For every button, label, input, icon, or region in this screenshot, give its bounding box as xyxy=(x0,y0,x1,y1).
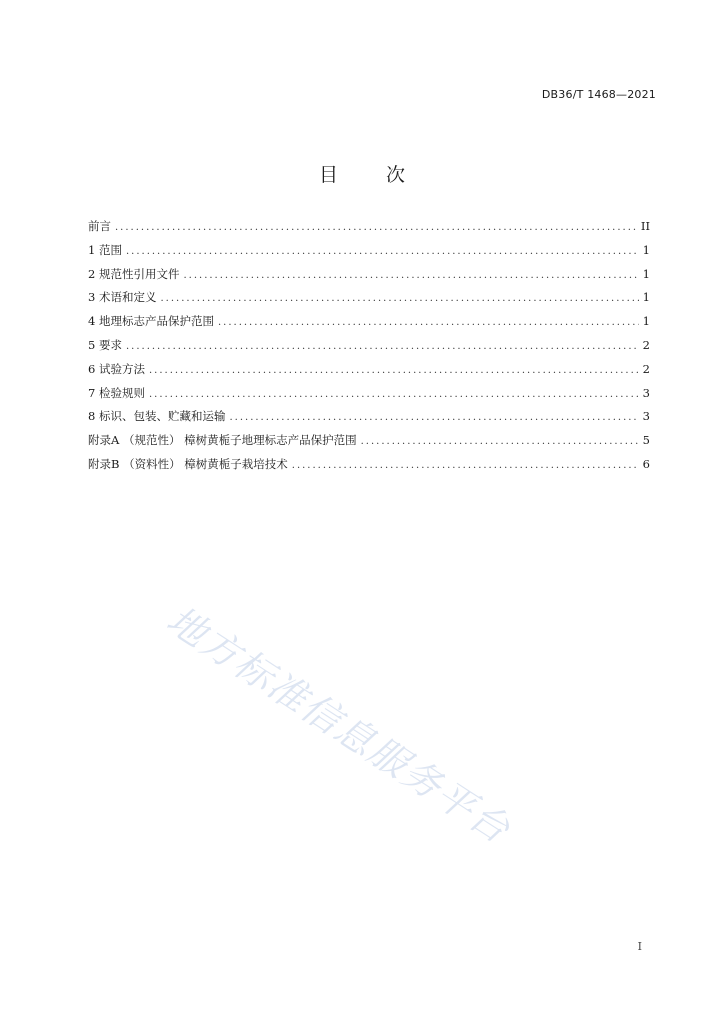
dot-leader xyxy=(229,412,638,423)
toc-entry-test-methods[interactable] xyxy=(88,361,650,385)
dot-leader xyxy=(149,365,639,376)
dot-leader xyxy=(183,270,638,281)
toc-title-char-2: 次 xyxy=(386,164,406,186)
toc-entry-foreword[interactable] xyxy=(88,218,650,242)
dot-leader xyxy=(160,293,638,304)
dot-leader xyxy=(292,460,639,471)
toc-entry-label: 5 要求 xyxy=(88,337,122,352)
dot-leader xyxy=(126,246,639,257)
toc-title-char-1: 目 xyxy=(318,164,338,186)
watermark: 地方标准信息服务平台 xyxy=(159,597,519,853)
toc-entry-label: 附录A （规范性） 樟树黄栀子地理标志产品保护范围 xyxy=(88,433,357,448)
toc-entry-terms[interactable] xyxy=(88,289,650,313)
toc-entry-page: 5 xyxy=(642,433,650,448)
toc-entry-page: 1 xyxy=(642,266,650,281)
toc-entry-requirements[interactable] xyxy=(88,337,650,361)
toc-entry-page: II xyxy=(640,219,650,233)
toc-entry-inspection-rules[interactable] xyxy=(88,385,650,409)
table-of-contents xyxy=(88,218,650,480)
toc-entry-page: 1 xyxy=(642,290,650,305)
toc-entry-label: 3 术语和定义 xyxy=(88,290,157,305)
toc-entry-label: 7 检验规则 xyxy=(88,385,145,400)
toc-entry-appendix-a[interactable] xyxy=(88,432,650,456)
toc-entry-marking-packaging[interactable] xyxy=(88,408,650,432)
toc-entry-appendix-b[interactable] xyxy=(88,456,650,480)
toc-entry-page: 1 xyxy=(642,314,650,329)
toc-entry-page: 3 xyxy=(642,385,650,400)
toc-title xyxy=(0,160,724,187)
dot-leader xyxy=(149,389,639,400)
toc-entry-protection-scope[interactable] xyxy=(88,313,650,337)
toc-entry-label: 附录B （资料性） 樟树黄栀子栽培技术 xyxy=(88,456,288,471)
toc-entry-label: 前言 xyxy=(88,219,111,233)
toc-entry-label: 4 地理标志产品保护范围 xyxy=(88,314,214,329)
toc-entry-page: 6 xyxy=(642,456,650,471)
dot-leader xyxy=(218,317,639,328)
toc-entry-label: 2 规范性引用文件 xyxy=(88,266,180,281)
toc-entry-scope[interactable] xyxy=(88,242,650,266)
dot-leader xyxy=(126,341,639,352)
toc-entry-page: 2 xyxy=(642,337,650,352)
dot-leader xyxy=(361,436,639,447)
toc-entry-page: 1 xyxy=(642,242,650,257)
toc-entry-page: 3 xyxy=(642,409,650,424)
page-number: I xyxy=(637,940,642,953)
toc-entry-label: 6 试验方法 xyxy=(88,361,145,376)
toc-entry-label: 1 范围 xyxy=(88,242,122,257)
standard-code: DB36/T 1468—2021 xyxy=(541,88,656,101)
toc-entry-page: 2 xyxy=(642,361,650,376)
dot-leader xyxy=(115,222,637,233)
toc-entry-normative-references[interactable] xyxy=(88,266,650,290)
toc-entry-label: 8 标识、包装、贮藏和运输 xyxy=(88,409,226,424)
